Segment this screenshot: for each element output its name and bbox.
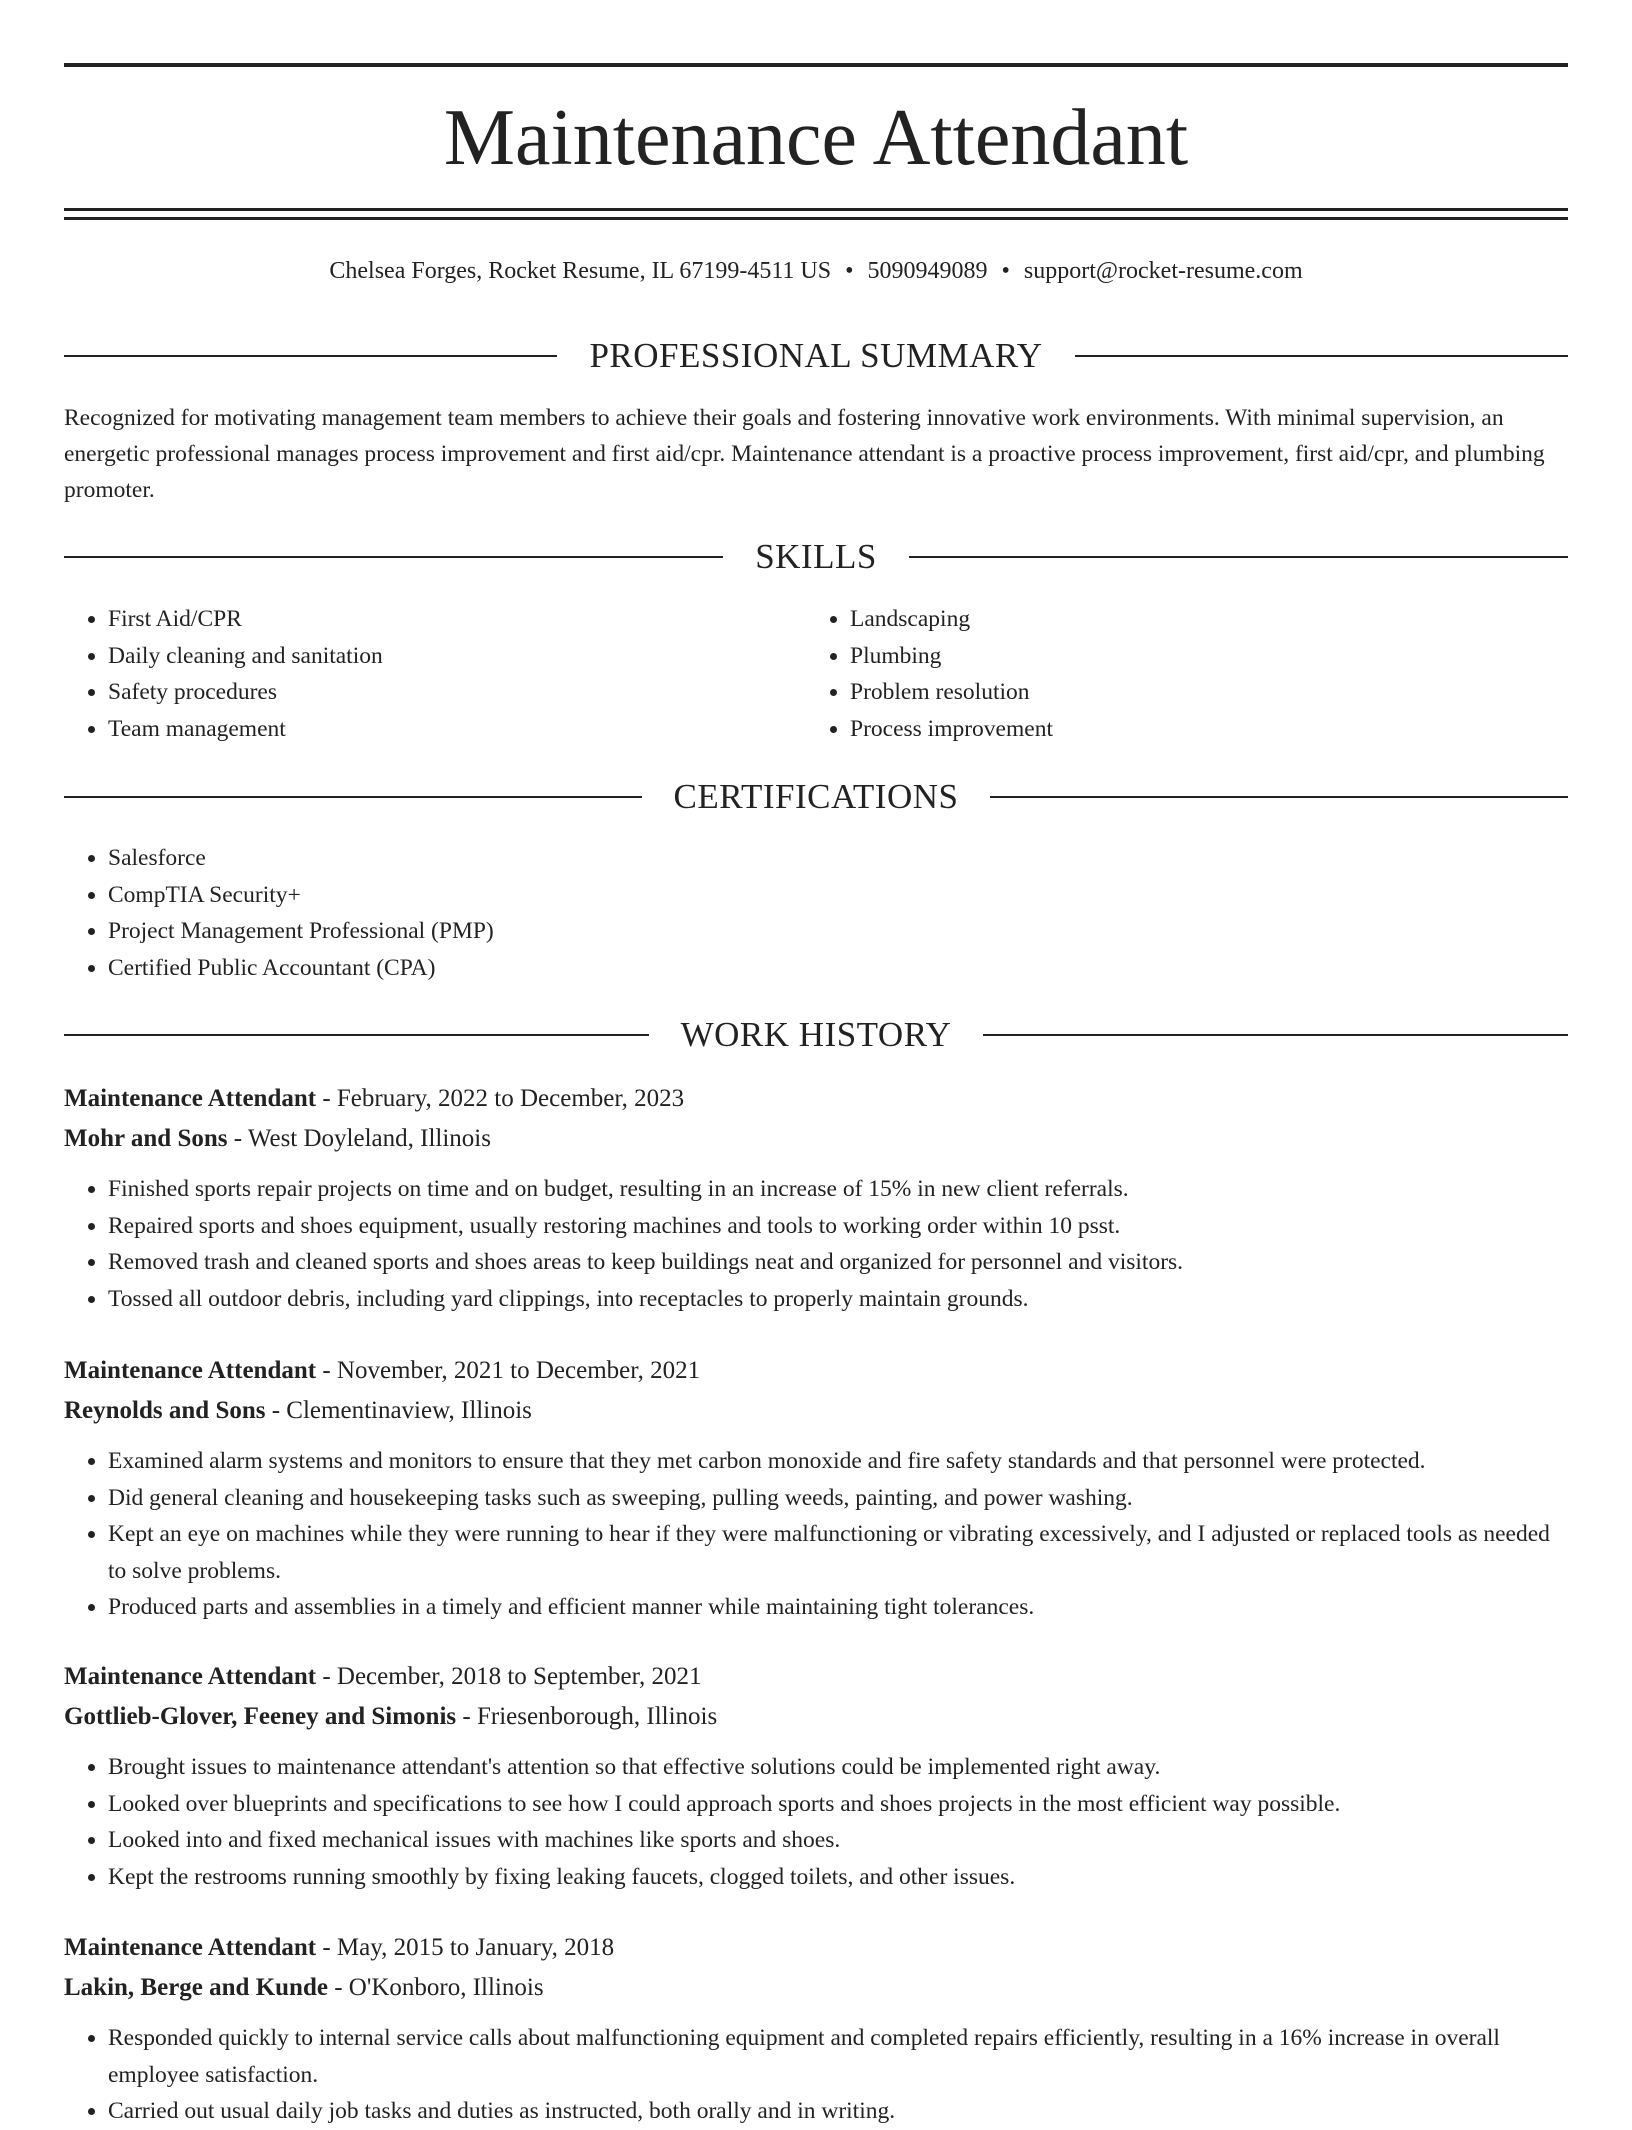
skill-item: • Plumbing [850, 638, 1486, 675]
heading-rule [983, 1034, 1568, 1036]
contact-email: support@rocket-resume.com [1023, 258, 1303, 284]
job-bullet: • Examined alarm systems and monitors to ensure that they met carbon monoxide and fire safety standards and that personnel were protected. [108, 1443, 1568, 1480]
certifications-list [64, 840, 1064, 986]
skill-item: • Landscaping [850, 601, 1486, 638]
job-title-line [64, 1351, 1568, 1391]
certification-item: • Certified Public Accountant (CPA) [108, 950, 1064, 987]
job-entry [64, 1079, 1568, 1317]
job-title: Maintenance Attendant [64, 1934, 317, 1961]
heading-rule [64, 796, 642, 798]
job-location: - O'Konboro, Illinois [327, 1974, 544, 2001]
job-bullet: • Tossed all outdoor debris, including yard clippings, into receptacles to properly maintain grounds. [108, 1281, 1568, 1318]
job-title-line [64, 1928, 1568, 1968]
heading-rule [1075, 355, 1568, 357]
skills-heading [64, 535, 1568, 579]
job-bullets [64, 1443, 1568, 1626]
heading-rule [64, 355, 557, 357]
job-title-line [64, 1657, 1568, 1697]
heading-rule [64, 1034, 649, 1036]
contact-address: Chelsea Forges, Rocket Resume, IL 67199-4511 US [329, 258, 832, 284]
job-company: Mohr and Sons [64, 1125, 228, 1152]
job-bullet: • Finished sports repair projects on time and on budget, resulting in an increase of 15% in new client referrals. [108, 1171, 1568, 1208]
heading-rule [990, 796, 1568, 798]
work-history-heading [64, 1013, 1568, 1057]
skill-item: • Process improvement [850, 711, 1486, 748]
contact-phone: 5090949089 [867, 258, 988, 284]
job-bullet: • Kept an eye on machines while they were running to hear if they were malfunctioning or vibrating excessively, and I adjusted or replaced tools as needed to solve problems. [108, 1516, 1568, 1589]
certifications-list-wrap [64, 840, 1064, 986]
certification-item: • Project Management Professional (PMP) [108, 913, 1064, 950]
top-rule [64, 63, 1568, 67]
job-bullets [64, 1171, 1568, 1317]
job-title: Maintenance Attendant [64, 1663, 317, 1690]
job-bullets [64, 1749, 1568, 1895]
job-bullet: • Removed trash and cleaned sports and shoes areas to keep buildings neat and organized for personnel and visitors. [108, 1244, 1568, 1281]
job-dates: - February, 2022 to December, 2023 [316, 1085, 685, 1112]
job-dates: - November, 2021 to December, 2021 [316, 1357, 701, 1384]
skills-heading-label: SKILLS [755, 537, 877, 576]
summary-heading-label: PROFESSIONAL SUMMARY [589, 336, 1043, 375]
job-bullet: • Did general cleaning and housekeeping tasks such as sweeping, pulling weeds, painting, and power washing. [108, 1480, 1568, 1517]
contact-separator: • [845, 258, 854, 284]
job-entry [64, 1351, 1568, 1626]
skills-list-left [64, 601, 744, 747]
job-bullet: • Brought issues to maintenance attendant's attention so that effective solutions could be implemented right away. [108, 1749, 1568, 1786]
skill-item: • Daily cleaning and sanitation [108, 638, 744, 675]
job-location: - Friesenborough, Illinois [456, 1703, 718, 1730]
summary-heading [64, 334, 1568, 378]
skill-item: • Team management [108, 711, 744, 748]
job-company-line [64, 1697, 1568, 1737]
job-bullet: • Looked into and fixed mechanical issues with machines like sports and shoes. [108, 1822, 1568, 1859]
job-company: Reynolds and Sons [64, 1397, 266, 1424]
job-title-line [64, 1079, 1568, 1119]
heading-rule [64, 556, 723, 558]
job-bullet: • Kept the restrooms running smoothly by fixing leaking faucets, clogged toilets, and other issues. [108, 1859, 1568, 1896]
contact-separator: • [1001, 258, 1010, 284]
job-entry [64, 1928, 1568, 2130]
job-bullet: • Responded quickly to internal service calls about malfunctioning equipment and completed repairs efficiently, resulting in a 16% increase in overall employee satisfaction. [108, 2020, 1568, 2093]
job-company: Lakin, Berge and Kunde [64, 1974, 328, 2001]
job-location: - West Doyleland, Illinois [227, 1125, 491, 1152]
skills-left-column [64, 601, 744, 747]
job-company-line [64, 1968, 1568, 2008]
heading-rule [909, 556, 1568, 558]
skill-item: • Problem resolution [850, 674, 1486, 711]
job-location: - Clementinaview, Illinois [265, 1397, 532, 1424]
job-company: Gottlieb-Glover, Feeney and Simonis [64, 1703, 457, 1730]
certification-item: • Salesforce [108, 840, 1064, 877]
contact-line [64, 254, 1568, 288]
work-history-heading-label: WORK HISTORY [680, 1015, 952, 1054]
skills-right-column [806, 601, 1486, 747]
certifications-heading-label: CERTIFICATIONS [673, 777, 959, 816]
job-title: Maintenance Attendant [64, 1357, 317, 1384]
job-company-line [64, 1391, 1568, 1431]
job-entry [64, 1657, 1568, 1895]
skill-item: • Safety procedures [108, 674, 744, 711]
certification-item: • CompTIA Security+ [108, 877, 1064, 914]
job-dates: - December, 2018 to September, 2021 [316, 1663, 702, 1690]
job-company-line [64, 1119, 1568, 1159]
job-bullet: • Looked over blueprints and specifications to see how I could approach sports and shoes projects in the most efficient way possible. [108, 1786, 1568, 1823]
summary-text: Recognized for motivating management team members to achieve their goals and fostering innovative work environments. With minimal supervision, an energetic professional manages process improvement and first aid/cpr. Maintenance attendant is a proactive process improvement, first aid/cpr, and plumbing promoter. [64, 405, 1545, 503]
job-bullet: • Produced parts and assemblies in a timely and efficient manner while maintaining tight tolerances. [108, 1589, 1568, 1626]
skills-list-right [806, 601, 1486, 747]
certifications-heading [64, 775, 1568, 819]
job-title: Maintenance Attendant [64, 1085, 317, 1112]
job-bullets [64, 2020, 1568, 2130]
job-dates: - May, 2015 to January, 2018 [316, 1934, 615, 1961]
skill-item: • First Aid/CPR [108, 601, 744, 638]
job-bullet: • Carried out usual daily job tasks and duties as instructed, both orally and in writing. [108, 2093, 1568, 2130]
title-double-rule [64, 208, 1568, 220]
resume-title: Maintenance Attendant [443, 94, 1189, 182]
job-bullet: • Repaired sports and shoes equipment, usually restoring machines and tools to working order within 10 psst. [108, 1208, 1568, 1245]
